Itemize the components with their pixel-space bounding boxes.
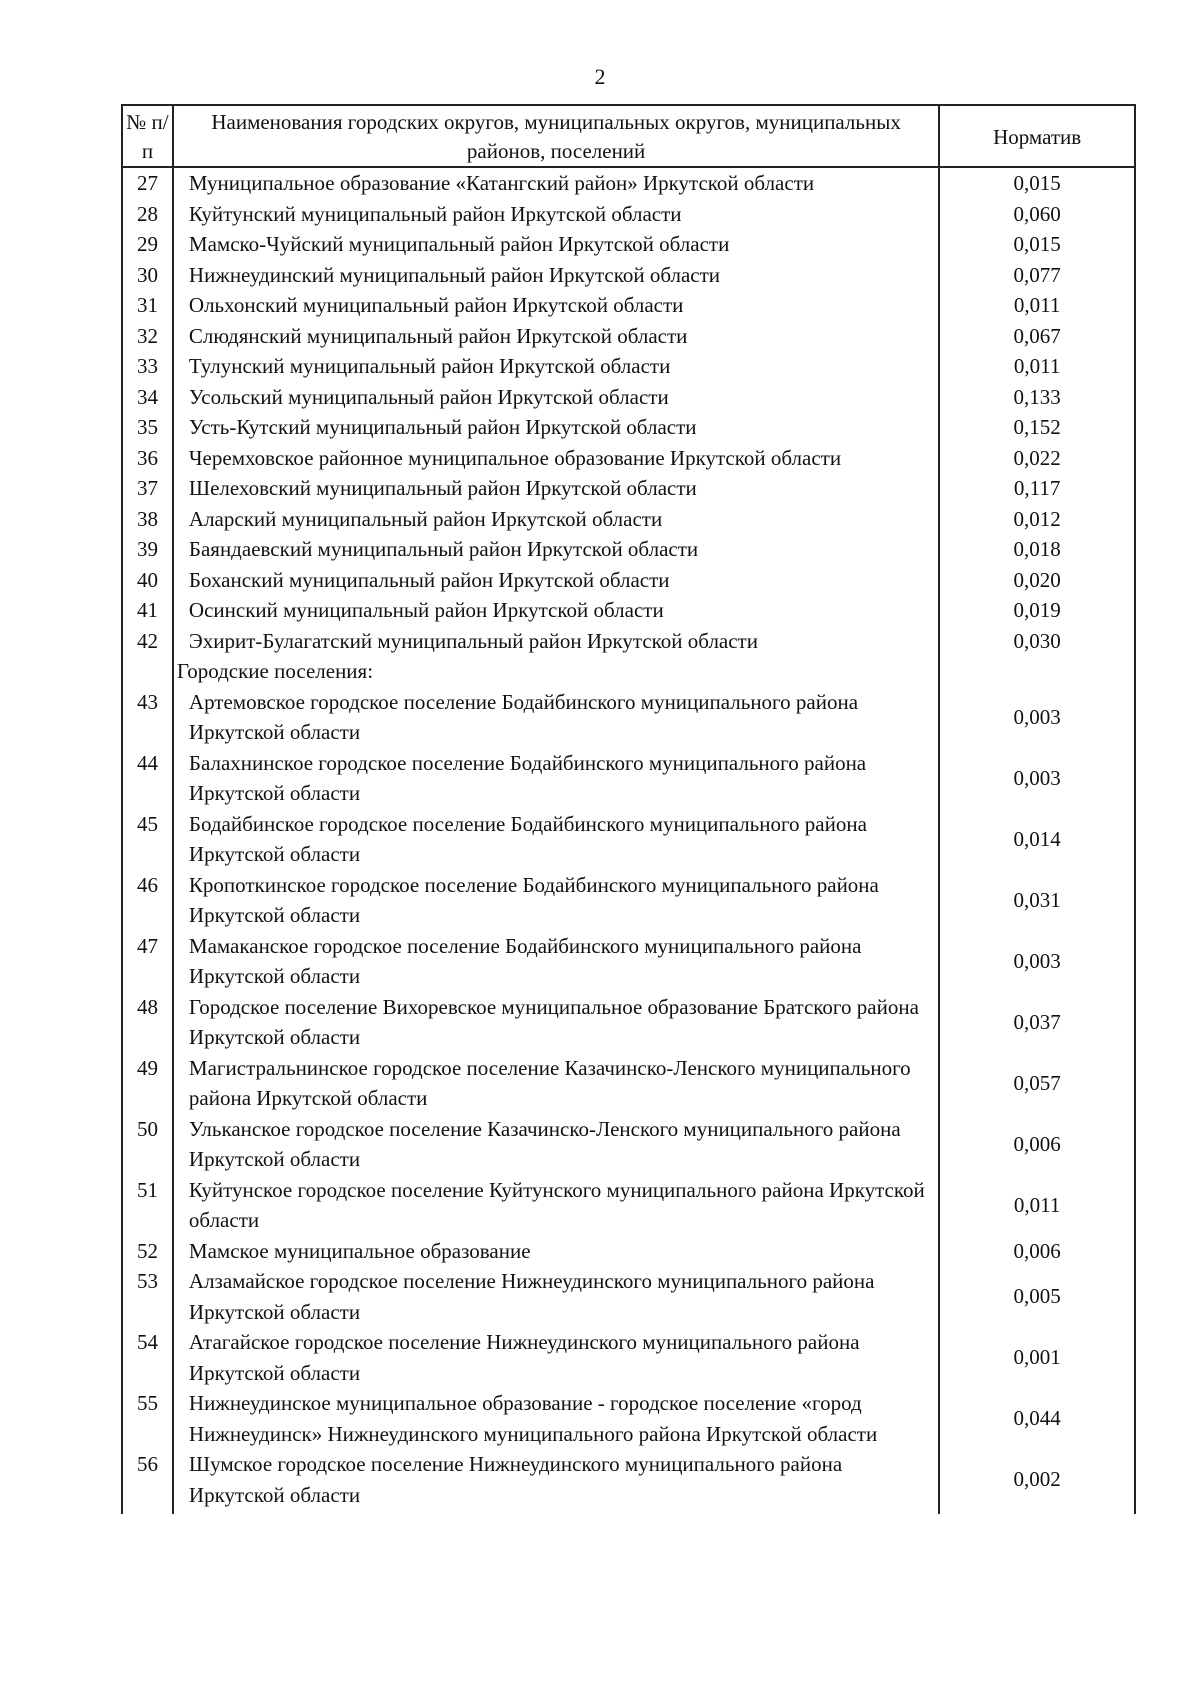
row-value: 0,057 bbox=[939, 1053, 1135, 1114]
header-value: Норматив bbox=[939, 105, 1135, 167]
table-row bbox=[122, 321, 1135, 352]
table-row bbox=[122, 473, 1135, 504]
row-number: 48 bbox=[122, 992, 173, 1053]
row-number: 30 bbox=[122, 260, 173, 291]
row-name: Алзамайское городское поселение Нижнеудинского муниципального района Иркутской области bbox=[173, 1266, 939, 1327]
row-value: 0,011 bbox=[939, 351, 1135, 382]
row-name: Мамско-Чуйский муниципальный район Иркутской области bbox=[173, 229, 939, 260]
row-value: 0,012 bbox=[939, 504, 1135, 535]
row-number: 55 bbox=[122, 1388, 173, 1449]
row-number: 56 bbox=[122, 1449, 173, 1514]
row-value: 0,002 bbox=[939, 1449, 1135, 1514]
row-name: Эхирит-Булагатский муниципальный район Иркутской области bbox=[173, 626, 939, 657]
table-row bbox=[122, 382, 1135, 413]
table-row bbox=[122, 931, 1135, 992]
row-name: Куйтунское городское поселение Куйтунского муниципального района Иркутской области bbox=[173, 1175, 939, 1236]
table-row bbox=[122, 1114, 1135, 1175]
row-number: 41 bbox=[122, 595, 173, 626]
row-value: 0,006 bbox=[939, 1114, 1135, 1175]
row-value: 0,060 bbox=[939, 199, 1135, 230]
row-name: Слюдянский муниципальный район Иркутской области bbox=[173, 321, 939, 352]
row-number: 51 bbox=[122, 1175, 173, 1236]
row-value: 0,152 bbox=[939, 412, 1135, 443]
row-number: 42 bbox=[122, 626, 173, 657]
row-value: 0,077 bbox=[939, 260, 1135, 291]
row-number: 43 bbox=[122, 687, 173, 748]
table-row bbox=[122, 1175, 1135, 1236]
table-row bbox=[122, 870, 1135, 931]
row-value: 0,005 bbox=[939, 1266, 1135, 1327]
row-number: 31 bbox=[122, 290, 173, 321]
table-row bbox=[122, 167, 1135, 199]
row-value: 0,018 bbox=[939, 534, 1135, 565]
table-body bbox=[122, 167, 1135, 1514]
table-row bbox=[122, 534, 1135, 565]
row-name: Ольхонский муниципальный район Иркутской области bbox=[173, 290, 939, 321]
table-row bbox=[122, 351, 1135, 382]
row-name: Нижнеудинское муниципальное образование - городское поселение «город Нижнеудинск» Нижнеудинского муниципального района Иркутской области bbox=[173, 1388, 939, 1449]
row-number: 53 bbox=[122, 1266, 173, 1327]
row-value: 0,117 bbox=[939, 473, 1135, 504]
row-name: Усть-Кутский муниципальный район Иркутской области bbox=[173, 412, 939, 443]
row-value: 0,001 bbox=[939, 1327, 1135, 1388]
row-number: 36 bbox=[122, 443, 173, 474]
row-value: 0,003 bbox=[939, 931, 1135, 992]
normatives-table bbox=[121, 104, 1136, 1514]
row-value: 0,006 bbox=[939, 1236, 1135, 1267]
table-row bbox=[122, 1266, 1135, 1327]
row-name: Городские поселения: bbox=[173, 656, 939, 687]
table-header bbox=[122, 105, 1135, 167]
row-name: Черемховское районное муниципальное образование Иркутской области bbox=[173, 443, 939, 474]
row-name: Боханский муниципальный район Иркутской области bbox=[173, 565, 939, 596]
table-row bbox=[122, 199, 1135, 230]
row-number: 37 bbox=[122, 473, 173, 504]
row-number: 47 bbox=[122, 931, 173, 992]
row-number: 32 bbox=[122, 321, 173, 352]
table-row bbox=[122, 1449, 1135, 1514]
row-name: Мамское муниципальное образование bbox=[173, 1236, 939, 1267]
row-name: Аларский муниципальный район Иркутской области bbox=[173, 504, 939, 535]
row-name: Ульканское городское поселение Казачинско-Ленского муниципального района Иркутской области bbox=[173, 1114, 939, 1175]
row-name: Баяндаевский муниципальный район Иркутской области bbox=[173, 534, 939, 565]
table-row bbox=[122, 1236, 1135, 1267]
table-row bbox=[122, 260, 1135, 291]
row-name: Куйтунский муниципальный район Иркутской области bbox=[173, 199, 939, 230]
header-number: № п/п bbox=[122, 105, 173, 167]
row-value: 0,133 bbox=[939, 382, 1135, 413]
row-number: 40 bbox=[122, 565, 173, 596]
row-name: Кропоткинское городское поселение Бодайбинского муниципального района Иркутской области bbox=[173, 870, 939, 931]
table-row bbox=[122, 687, 1135, 748]
table-row bbox=[122, 565, 1135, 596]
row-value: 0,031 bbox=[939, 870, 1135, 931]
row-number: 38 bbox=[122, 504, 173, 535]
table-row bbox=[122, 1388, 1135, 1449]
table-row bbox=[122, 443, 1135, 474]
row-value: 0,003 bbox=[939, 748, 1135, 809]
row-number: 28 bbox=[122, 199, 173, 230]
row-number: 27 bbox=[122, 167, 173, 199]
row-number: 44 bbox=[122, 748, 173, 809]
row-name: Городское поселение Вихоревское муниципальное образование Братского района Иркутской области bbox=[173, 992, 939, 1053]
row-value: 0,044 bbox=[939, 1388, 1135, 1449]
table-row bbox=[122, 229, 1135, 260]
table-row bbox=[122, 809, 1135, 870]
row-number: 52 bbox=[122, 1236, 173, 1267]
row-name: Балахнинское городское поселение Бодайбинского муниципального района Иркутской области bbox=[173, 748, 939, 809]
row-number: 39 bbox=[122, 534, 173, 565]
row-number: 33 bbox=[122, 351, 173, 382]
row-number: 35 bbox=[122, 412, 173, 443]
row-value: 0,014 bbox=[939, 809, 1135, 870]
row-number: 34 bbox=[122, 382, 173, 413]
header-name: Наименования городских округов, муниципальных округов, муниципальных районов, поселений bbox=[173, 105, 939, 167]
row-value: 0,030 bbox=[939, 626, 1135, 657]
table-row bbox=[122, 626, 1135, 657]
row-name: Шумское городское поселение Нижнеудинского муниципального района Иркутской области bbox=[173, 1449, 939, 1514]
row-name: Артемовское городское поселение Бодайбинского муниципального района Иркутской области bbox=[173, 687, 939, 748]
row-value: 0,003 bbox=[939, 687, 1135, 748]
row-value: 0,037 bbox=[939, 992, 1135, 1053]
row-name: Усольский муниципальный район Иркутской области bbox=[173, 382, 939, 413]
row-number bbox=[122, 656, 173, 687]
table-row bbox=[122, 748, 1135, 809]
row-number: 29 bbox=[122, 229, 173, 260]
row-value: 0,011 bbox=[939, 1175, 1135, 1236]
row-number: 49 bbox=[122, 1053, 173, 1114]
page-number: 2 bbox=[594, 64, 606, 89]
row-name: Шелеховский муниципальный район Иркутской области bbox=[173, 473, 939, 504]
row-value: 0,067 bbox=[939, 321, 1135, 352]
row-value bbox=[939, 656, 1135, 687]
row-number: 54 bbox=[122, 1327, 173, 1388]
row-name: Магистральнинское городское поселение Казачинско-Ленского муниципального района Иркутской области bbox=[173, 1053, 939, 1114]
row-name: Муниципальное образование «Катангский район» Иркутской области bbox=[173, 167, 939, 199]
row-name: Бодайбинское городское поселение Бодайбинского муниципального района Иркутской области bbox=[173, 809, 939, 870]
table-row bbox=[122, 595, 1135, 626]
row-value: 0,022 bbox=[939, 443, 1135, 474]
row-name: Атагайское городское поселение Нижнеудинского муниципального района Иркутской области bbox=[173, 1327, 939, 1388]
row-name: Нижнеудинский муниципальный район Иркутской области bbox=[173, 260, 939, 291]
row-number: 46 bbox=[122, 870, 173, 931]
row-value: 0,019 bbox=[939, 595, 1135, 626]
table-row bbox=[122, 290, 1135, 321]
row-name: Мамаканское городское поселение Бодайбинского муниципального района Иркутской области bbox=[173, 931, 939, 992]
row-name: Тулунский муниципальный район Иркутской области bbox=[173, 351, 939, 382]
row-name: Осинский муниципальный район Иркутской области bbox=[173, 595, 939, 626]
section-row bbox=[122, 656, 1135, 687]
row-value: 0,011 bbox=[939, 290, 1135, 321]
table-row bbox=[122, 504, 1135, 535]
table-row bbox=[122, 1053, 1135, 1114]
row-number: 50 bbox=[122, 1114, 173, 1175]
table-row bbox=[122, 412, 1135, 443]
row-number: 45 bbox=[122, 809, 173, 870]
table-row bbox=[122, 1327, 1135, 1388]
row-value: 0,020 bbox=[939, 565, 1135, 596]
row-value: 0,015 bbox=[939, 229, 1135, 260]
table-row bbox=[122, 992, 1135, 1053]
row-value: 0,015 bbox=[939, 167, 1135, 199]
